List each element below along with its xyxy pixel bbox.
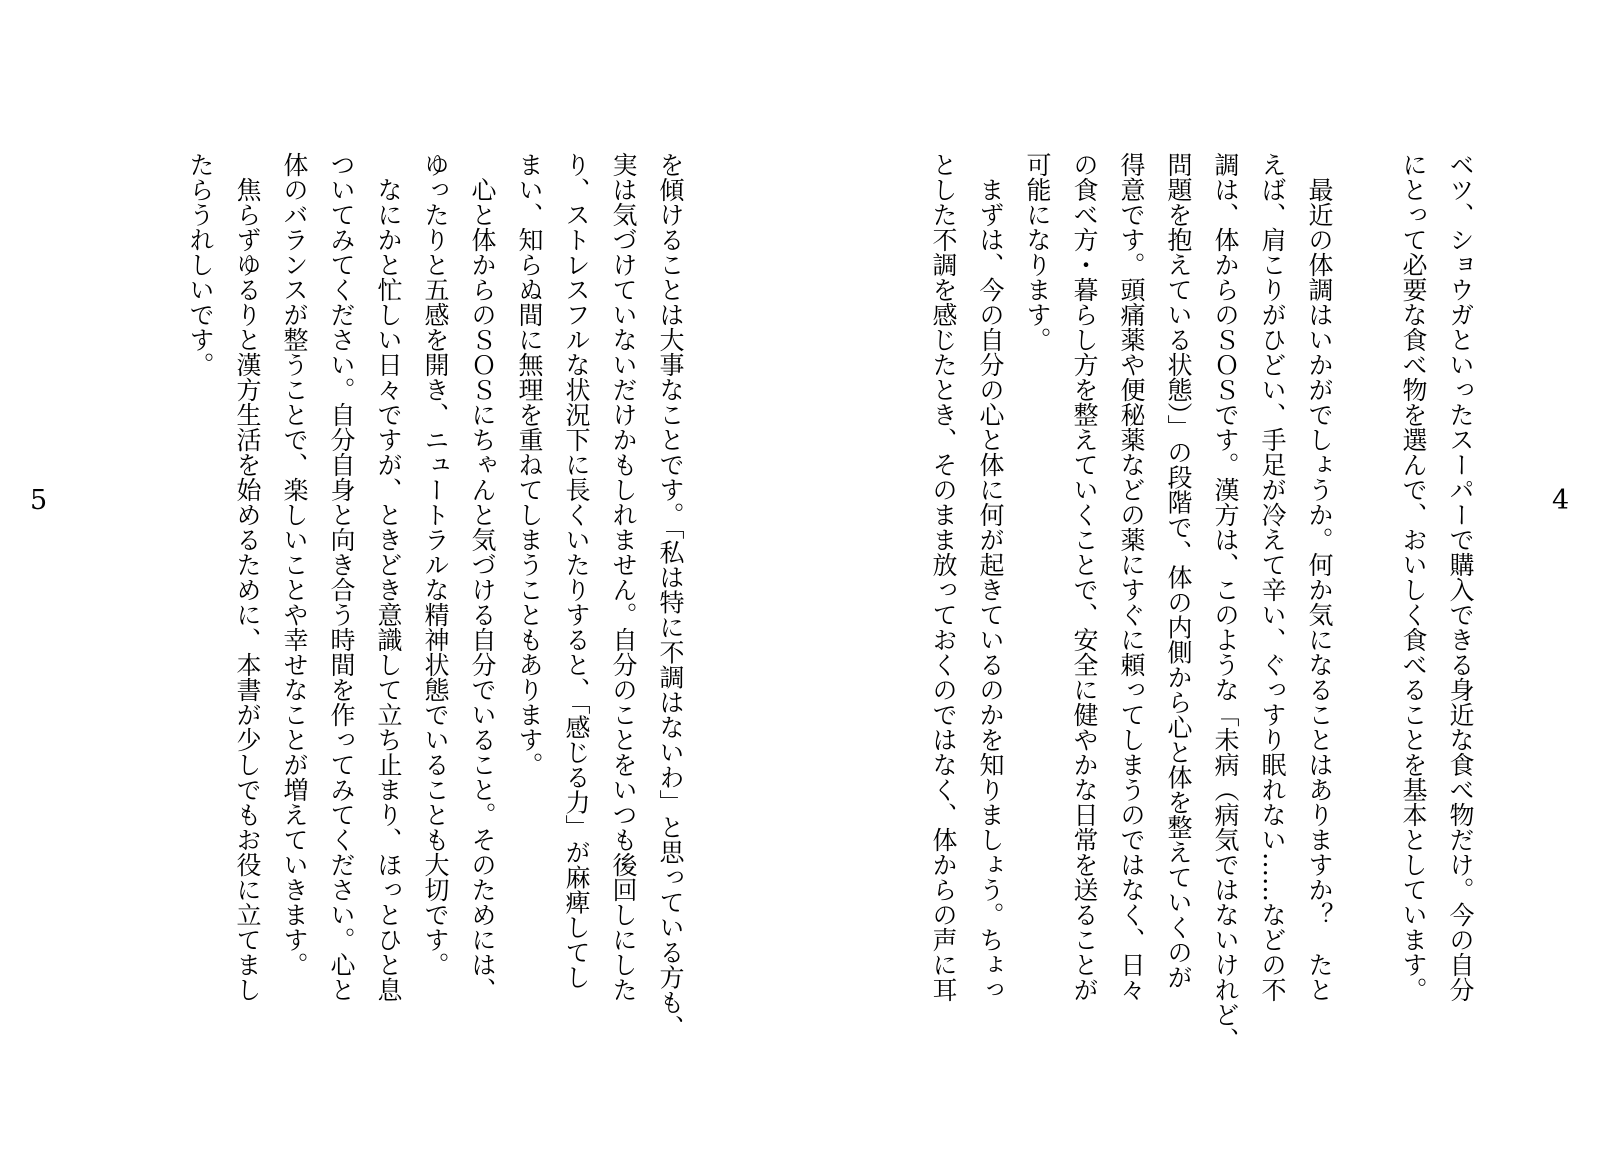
page-number: 5 [30,485,48,516]
text-column: 得意です。頭痛薬や便秘薬などの薬にすぐに頼ってしまうのではなく、日々 [1117,152,1146,1002]
page-5-text-block [177,152,694,1040]
text-column: 心と体からのＳＯＳにちゃんと気づける自分でいること。そのためには、 [468,152,497,1002]
text-column: えば、肩こりがひどい、手足が冷えて辛い、ぐっすり眠れない……などの不 [1258,152,1287,1002]
text-column: なにかと忙しい日々ですが、ときどき意識して立ち止まり、ほっとひと息 [374,152,403,1002]
text-column: ついてみてください。自分自身と向き合う時間を作ってみてください。心と [327,152,356,1002]
text-column: を傾けることは大事なことです。「私は特に不調はないわ」と思っている方も、 [656,152,685,1040]
text-column: り、ストレスフルな状況下に長くいたりすると、「感じる力」が麻痺してし [562,152,591,990]
text-column: 体のバランスが整うことで、楽しいことや幸せなことが増えていきます。 [280,152,309,977]
text-column: 実は気づけていないだけかもしれません。自分のことをいつも後回しにした [609,152,638,1002]
text-column: 調は、体からのＳＯＳです。漢方は、このような「未病（病気ではないけれど、 [1211,152,1240,1052]
text-column: にとって必要な食べ物を選んで、おいしく食べることを基本としています。 [1399,152,1428,1002]
text-column: ゆったりと五感を開き、ニュートラルな精神状態でいることも大切です。 [421,152,450,977]
page-number: 4 [1552,485,1570,516]
page-4-text-block [920,152,1484,1052]
text-column: たらうれしいです。 [186,152,215,377]
text-column: 問題を抱えている状態）」の段階で、体の内側から心と体を整えていくのが [1164,152,1193,990]
text-column: まずは、今の自分の心と体に何が起きているのかを知りましょう。ちょっ [976,152,1005,1002]
text-column: とした不調を感じたとき、そのまま放っておくのではなく、体からの声に耳 [929,152,958,1002]
text-column: ベツ、ショウガといったスーパーで購入できる身近な食べ物だけ。今の自分 [1446,152,1475,1002]
text-column: の食べ方・暮らし方を整えていくことで、安全に健やかな日常を送ることが [1070,152,1099,1002]
text-column: 可能になります。 [1023,152,1052,352]
paragraph-gap-column [1343,152,1390,1012]
text-column: 最近の体調はいかがでしょうか。何か気になることはありますか？ たと [1305,152,1334,1002]
text-column: まい、知らぬ間に無理を重ねてしまうこともあります。 [515,152,544,777]
text-column: 焦らずゆるりと漢方生活を始めるために、本書が少しでもお役に立てまし [233,152,262,1002]
